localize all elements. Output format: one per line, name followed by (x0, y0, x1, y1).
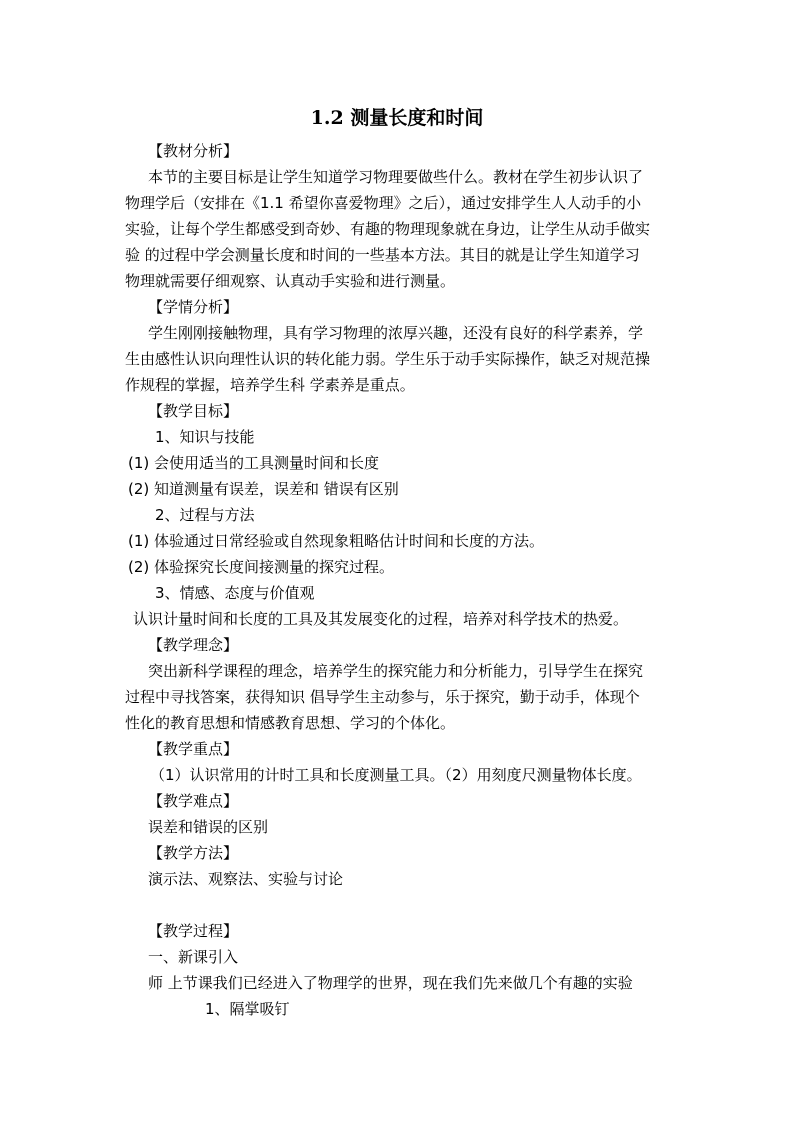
goal-subitem: (2) 体验探究长度间接测量的探究过程。 (128, 558, 395, 576)
paragraph-line: 师 上节课我们已经进入了物理学的世界，现在我们先来做几个有趣的实验 (148, 974, 633, 992)
paragraph-line: 物理就需要仔细观察、认真动手实验和进行测量。 (125, 272, 456, 290)
paragraph-line: 验 的过程中学会测量长度和时间的一些基本方法。其目的就是让学生知道学习 (125, 246, 640, 264)
goal-subitem: (1) 会使用适当的工具测量时间和长度 (128, 454, 380, 472)
heading-teaching-focus: 【教学重点】 (148, 740, 239, 758)
heading-teaching-method: 【教学方法】 (148, 844, 239, 862)
paragraph-line: 性化的教育思想和情感教育思想、学习的个体化。 (125, 714, 456, 732)
paragraph-line: 学生刚刚接触物理，具有学习物理的浓厚兴趣，还没有良好的科学素养，学 (148, 324, 644, 342)
paragraph-line: 过程中寻找答案，获得知识 倡导学生主动参与，乐于探究，勤于动手，体现个 (125, 688, 640, 706)
paragraph-line: 一、新课引入 (148, 948, 239, 966)
goal-subitem: (1) 体验通过日常经验或自然现象粗略估计时间和长度的方法。 (128, 532, 545, 550)
page-title: 1.2 测量长度和时间 (310, 107, 484, 129)
paragraph-line: 误差和错误的区别 (148, 818, 269, 836)
heading-teaching-concept: 【教学理念】 (148, 636, 239, 654)
paragraph-line: 突出新科学课程的理念，培养学生的探究能力和分析能力，引导学生在探究 (148, 662, 644, 680)
heading-teaching-goals: 【教学目标】 (148, 402, 239, 420)
paragraph-line: （1）认识常用的计时工具和长度测量工具。（2）用刻度尺测量物体长度。 (150, 766, 642, 784)
paragraph-line: 1、隔掌吸钉 (205, 1000, 290, 1018)
paragraph-line: 演示法、观察法、实验与讨论 (148, 870, 344, 888)
goal-item: 3、情感、态度与价值观 (155, 584, 315, 602)
paragraph-line: 生由感性认识向理性认识的转化能力弱。学生乐于动手实际操作，缺乏对规范操 (125, 350, 651, 368)
goal-subitem: (2) 知道测量有误差，误差和 错误有区别 (128, 480, 399, 498)
heading-teaching-difficulty: 【教学难点】 (148, 792, 239, 810)
goal-subitem: 认识计量时间和长度的工具及其发展变化的过程，培养对科学技术的热爱。 (133, 610, 629, 628)
heading-teaching-process: 【教学过程】 (148, 922, 239, 940)
heading-textbook-analysis: 【教材分析】 (148, 142, 239, 160)
paragraph-line: 物理学后（安排在《1.1 希望你喜爱物理》之后），通过安排学生人人动手的小 (125, 194, 642, 212)
paragraph-line: 作规程的掌握，培养学生科 学素养是重点。 (125, 376, 415, 394)
paragraph-line: 实验，让每个学生都感受到奇妙、有趣的物理现象就在身边，让学生从动手做实 (125, 220, 651, 238)
paragraph-line: 本节的主要目标是让学生知道学习物理要做些什么。教材在学生初步认识了 (148, 168, 644, 186)
goal-item: 2、过程与方法 (155, 506, 255, 524)
goal-item: 1、知识与技能 (155, 428, 255, 446)
heading-student-analysis: 【学情分析】 (148, 298, 239, 316)
